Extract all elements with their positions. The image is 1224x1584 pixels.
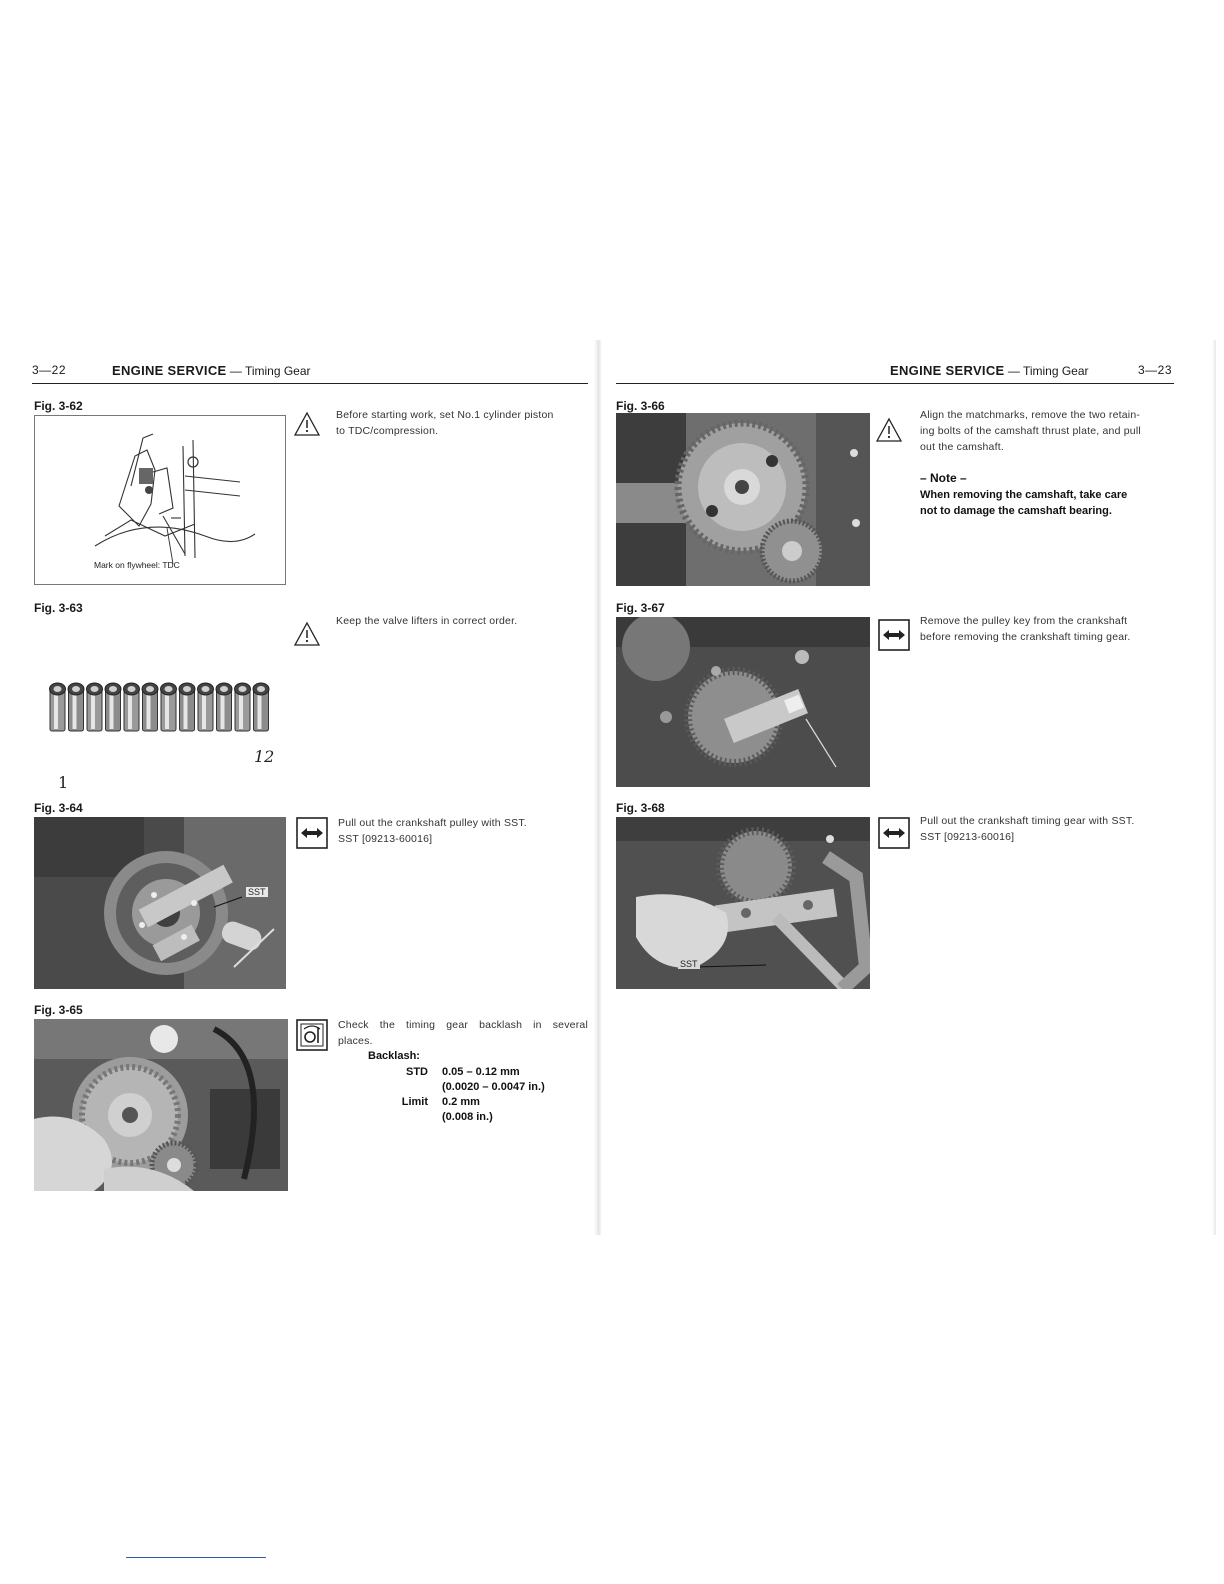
figure-3-66-camshaft-photo [616, 413, 870, 586]
remove-install-icon [878, 817, 910, 849]
right-page [616, 355, 1174, 1235]
section-title [890, 363, 1089, 378]
left-page-header [32, 363, 588, 381]
limit-value-mm: 0.2 mm [442, 1096, 480, 1108]
figure-3-67-pulley-key-photo [616, 617, 870, 787]
book-gutter [594, 340, 602, 1235]
figure-label: Fig. 3-68 [616, 801, 665, 815]
valve-lifter [198, 683, 214, 731]
gear-backlash-photo [34, 1019, 288, 1191]
page-number: 3—22 [32, 363, 67, 377]
std-value-mm: 0.05 – 0.12 mm [442, 1066, 520, 1078]
valve-lifter [105, 683, 121, 731]
step-text-lifters: Keep the valve lifters in correct order. [336, 615, 518, 627]
pulley-key-photo [616, 617, 870, 787]
page-edge-shadow [1212, 340, 1216, 1235]
figure-3-64-pulley-photo [34, 817, 286, 989]
figure-3-65-backlash-photo [34, 1019, 288, 1191]
valve-lifters-photo [34, 655, 286, 775]
pulley-puller-photo [34, 817, 286, 989]
limit-value-in: (0.008 in.) [442, 1111, 493, 1123]
timing-gear-puller-photo [616, 817, 870, 989]
section-title-bold: ENGINE SERVICE [890, 363, 1005, 378]
warning-icon [876, 417, 902, 443]
figure-3-63-valve-lifters [34, 655, 286, 775]
figure-label: Fig. 3-64 [34, 801, 83, 815]
step-text-camshaft: Align the matchmarks, remove the two retain- ing bolts of the camshaft thrust plate, and pull out the camshaft. [920, 409, 1141, 453]
camshaft-gear-photo [616, 413, 870, 586]
backlash-spec [368, 1049, 545, 1125]
limit-label: Limit [401, 1096, 428, 1108]
figure-label: Fig. 3-65 [34, 1003, 83, 1017]
tdc-caption: Mark on flywheel: TDC [94, 560, 180, 570]
step-text-timing-gear: Pull out the crankshaft timing gear with SST. SST [09213-60016] [920, 815, 1135, 843]
valve-lifter [142, 683, 158, 731]
sst-callout: SST [680, 959, 698, 969]
note-body: When removing the camshaft, take care not to damage the camshaft bearing. [920, 489, 1128, 517]
sst-callout: SST [248, 887, 266, 897]
step-text-pulley-key: Remove the pulley key from the crankshaft before removing the crankshaft timing gear. [920, 615, 1131, 643]
warning-icon [294, 411, 320, 437]
footer-rule [126, 1557, 266, 1558]
valve-lifter [216, 683, 232, 731]
figure-label: Fig. 3-67 [616, 601, 665, 615]
header-rule [616, 383, 1174, 384]
valve-lifter [235, 683, 251, 731]
section-subtitle: — Timing Gear [1004, 364, 1089, 378]
std-label: STD [406, 1066, 428, 1078]
page-number: 3—23 [1137, 363, 1172, 377]
section-subtitle: — Timing Gear [226, 364, 311, 378]
right-page-header [616, 363, 1174, 381]
lifter-mark-first: 1 [58, 773, 69, 792]
valve-lifter [87, 683, 103, 731]
step-text-backlash: Check the timing gear backlash in several places. [338, 1019, 588, 1047]
step-text-pulley: Pull out the crankshaft pulley with SST. SST [09213-60016] [338, 817, 527, 845]
header-rule [32, 383, 588, 384]
flywheel-drawing [35, 416, 285, 584]
lifter-mark-last: 12 [254, 747, 275, 766]
section-title-bold: ENGINE SERVICE [112, 363, 227, 378]
valve-lifter [68, 683, 84, 731]
remove-install-icon [296, 817, 328, 849]
left-page [32, 355, 588, 1235]
backlash-title: Backlash: [368, 1050, 420, 1062]
figure-label: Fig. 3-63 [34, 601, 83, 615]
inspect-icon [296, 1019, 328, 1051]
section-title [112, 363, 311, 378]
warning-icon [294, 621, 320, 647]
figure-label: Fig. 3-62 [34, 399, 83, 413]
valve-lifter [253, 683, 269, 731]
figure-label: Fig. 3-66 [616, 399, 665, 413]
step-text-tdc: Before starting work, set No.1 cylinder piston to TDC/compression. [336, 409, 554, 437]
note-heading: – Note – [920, 471, 967, 485]
std-value-in: (0.0020 – 0.0047 in.) [442, 1081, 545, 1093]
figure-3-68-timing-gear-photo [616, 817, 870, 989]
valve-lifter [179, 683, 195, 731]
remove-install-icon [878, 619, 910, 651]
valve-lifter [161, 683, 177, 731]
valve-lifter [124, 683, 140, 731]
valve-lifter [50, 683, 66, 731]
